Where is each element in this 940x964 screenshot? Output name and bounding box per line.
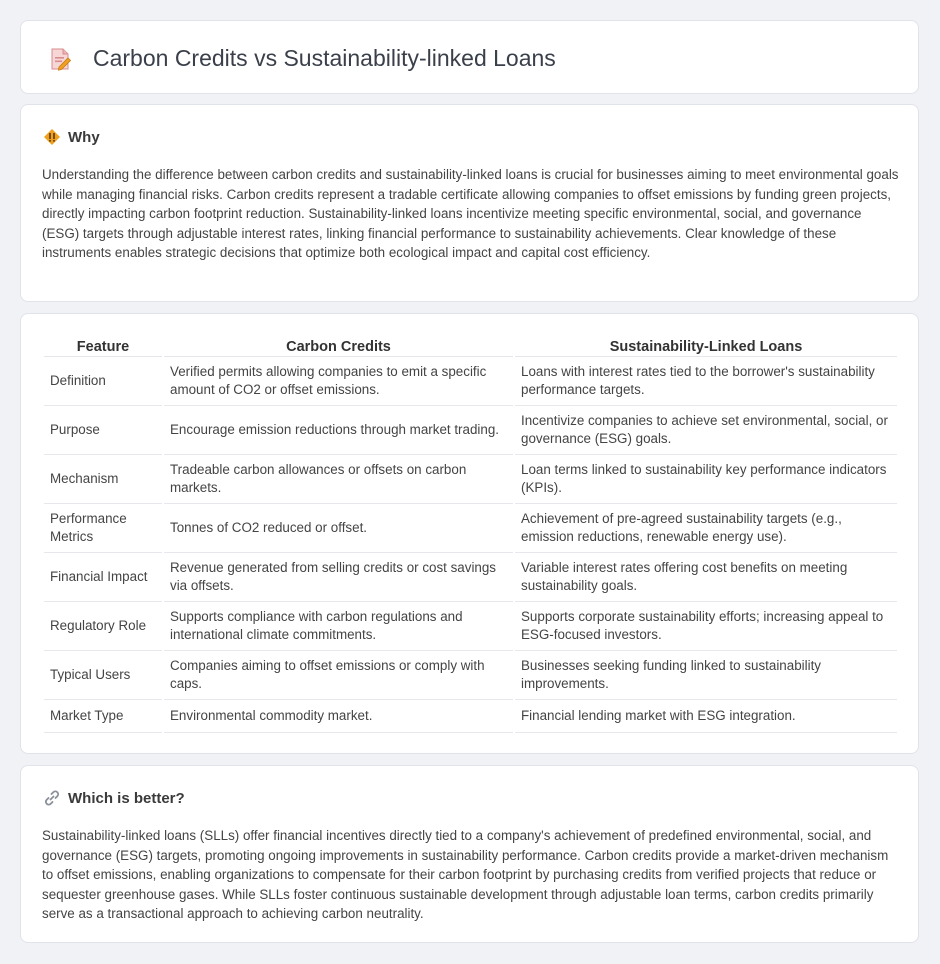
link-icon [43,789,61,807]
feature-cell: Typical Users [44,651,162,700]
carbon-credits-cell: Verified permits allowing companies to emit a specific amount of CO2 or offset emissions. [164,357,513,406]
carbon-credits-cell: Revenue generated from selling credits or cost savings via offsets. [164,553,513,602]
sll-cell: Incentivize companies to achieve set environmental, social, or governance (ESG) goals. [515,406,897,455]
why-heading: Why [68,128,100,146]
why-section [20,104,919,302]
table-row [44,651,897,700]
feature-cell: Regulatory Role [44,602,162,651]
comparison-table-card [20,313,919,754]
sll-cell: Loan terms linked to sustainability key performance indicators (KPIs). [515,455,897,504]
which-is-better-section [20,765,919,943]
column-header-sll: Sustainability-Linked Loans [515,334,897,357]
table-row [44,455,897,504]
feature-cell: Market Type [44,700,162,733]
sll-cell: Variable interest rates offering cost benefits on meeting sustainability goals. [515,553,897,602]
carbon-credits-cell: Tonnes of CO2 reduced or offset. [164,504,513,553]
sll-cell: Financial lending market with ESG integration. [515,700,897,733]
comparison-table [42,334,899,733]
title-row [47,45,556,72]
column-header-carbon-credits: Carbon Credits [164,334,513,357]
why-paragraph: Understanding the difference between carbon credits and sustainability-linked loans is crucial for businesses aiming to meet environmental goals while managing financial risks. Carbon credits represent a tradable certificate allowing companies to offset emissions by funding green projects, directly impacting carbon footprint reduction. Sustainability-linked loans incentivize meeting specific environmental, social, and governance (ESG) targets through adjustable interest rates, linking financial performance to sustainability achievements. Clear knowledge of these instruments enables strategic decisions that optimize both ecological impact and capital cost efficiency. [42,167,899,260]
table-row [44,357,897,406]
table-row [44,602,897,651]
better-heading-row [43,789,185,807]
carbon-credits-cell: Encourage emission reductions through market trading. [164,406,513,455]
feature-cell: Performance Metrics [44,504,162,553]
sll-cell: Achievement of pre-agreed sustainability targets (e.g., emission reductions, renewable energy use). [515,504,897,553]
feature-cell: Financial Impact [44,553,162,602]
title-card [20,20,919,94]
better-paragraph: Sustainability-linked loans (SLLs) offer financial incentives directly tied to a company's achievement of predefined environmental, social, and governance (ESG) targets, promoting ongoing improvements in sustainability performance. Carbon credits provide a market-driven mechanism to offset emissions, enabling organizations to compensate for their carbon footprint by purchasing credits from verified projects that reduce or sequester greenhouse gases. While SLLs foster continuous sustainable development through adjustable loan terms, carbon credits primarily serve as a transactional approach to achieving carbon neutrality. [42,828,889,921]
feature-cell: Definition [44,357,162,406]
table-header-row [44,334,897,357]
why-heading-row [43,128,100,146]
carbon-credits-cell: Supports compliance with carbon regulations and international climate commitments. [164,602,513,651]
feature-cell: Mechanism [44,455,162,504]
carbon-credits-cell: Tradeable carbon allowances or offsets on carbon markets. [164,455,513,504]
feature-cell: Purpose [44,406,162,455]
document-pencil-icon [47,46,73,72]
table-row [44,406,897,455]
sll-cell: Supports corporate sustainability efforts; increasing appeal to ESG-focused investors. [515,602,897,651]
column-header-feature: Feature [44,334,162,357]
sll-cell: Loans with interest rates tied to the borrower's sustainability performance targets. [515,357,897,406]
page-title: Carbon Credits vs Sustainability-linked Loans [93,45,556,71]
warning-diamond-icon [43,128,61,146]
table-row [44,700,897,733]
carbon-credits-cell: Companies aiming to offset emissions or comply with caps. [164,651,513,700]
better-heading: Which is better? [68,789,185,807]
sll-cell: Businesses seeking funding linked to sustainability improvements. [515,651,897,700]
table-row [44,504,897,553]
carbon-credits-cell: Environmental commodity market. [164,700,513,733]
table-row [44,553,897,602]
